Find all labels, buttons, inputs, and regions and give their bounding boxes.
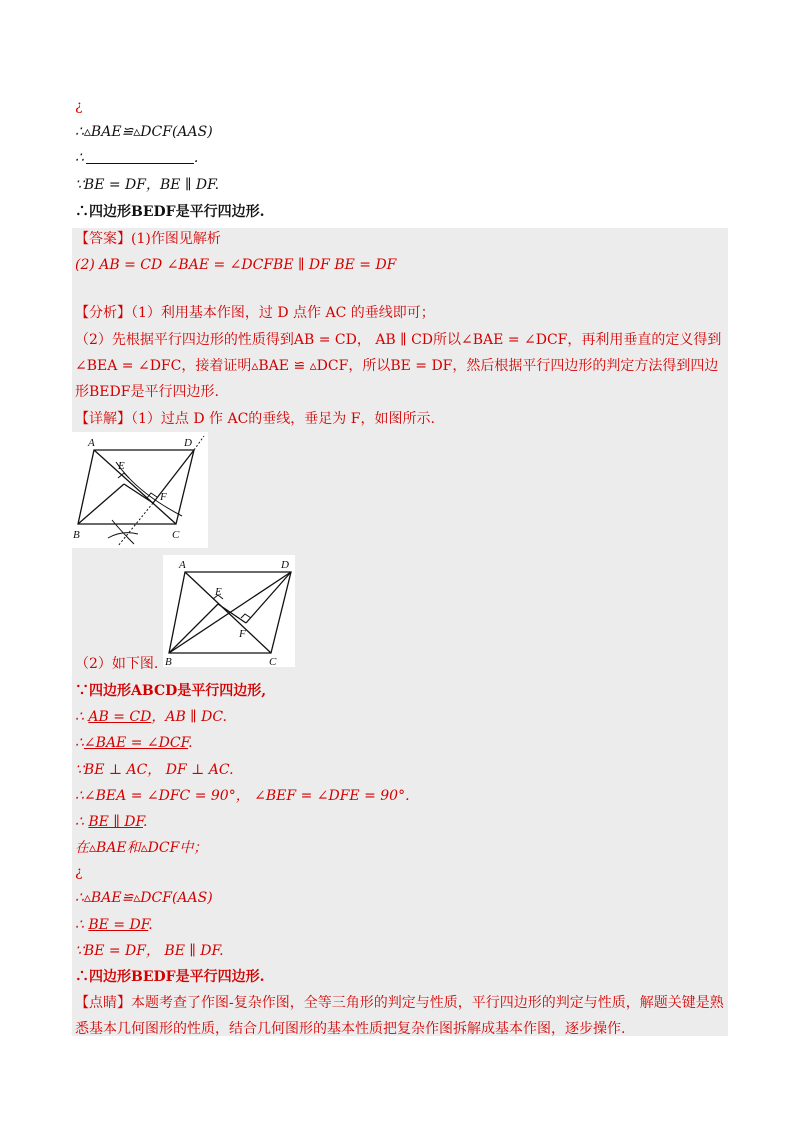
part2-line-6-underlined: BE ∥ DF xyxy=(88,814,143,830)
part2-line-10-prefix: ∴ xyxy=(75,917,89,933)
top-line-2-suffix: . xyxy=(193,150,199,166)
fig1-label-d: D xyxy=(184,437,192,449)
part2-line-5: ∴∠BEA = ∠DFC = 90°， ∠BEF = ∠DFE = 90°. xyxy=(75,788,410,804)
analysis-line-3: ∠BEA = ∠DFC，接着证明▵BAE ≌ ▵DCF，所以BE = DF，然后根据平行四边形的判定方法得到四边 xyxy=(75,358,719,374)
fig1-label-e: E xyxy=(118,460,125,472)
parallelogram-figure xyxy=(163,555,295,667)
top-line-2 xyxy=(75,148,198,168)
fig1-label-b: B xyxy=(73,529,80,541)
top-line-4: ∴四边形BEDF是平行四边形. xyxy=(75,204,265,220)
part2-line-6-suffix: . xyxy=(143,814,148,830)
answer-line-2: (2) AB = CD ∠BAE = ∠DCFBE ∥ DF BE = DF xyxy=(75,257,397,273)
part2-line-8: ¿ xyxy=(75,864,83,880)
part2-line-0: （2）如下图. xyxy=(75,656,159,672)
fig2-label-c: C xyxy=(269,656,277,667)
part2-line-2-underlined: AB = CD xyxy=(88,709,152,725)
top-line-0: ¿ xyxy=(75,98,83,114)
fig2-label-a: A xyxy=(179,559,186,571)
part2-line-3-underlined: ∠BAE = ∠DCF xyxy=(83,735,189,751)
detail-line-1: 【详解】（1）过点 D 作 AC的垂线，垂足为 F，如图所示. xyxy=(75,411,435,427)
part2-line-6-prefix: ∴ xyxy=(75,814,89,830)
construction-figure xyxy=(72,432,208,548)
fig1-label-c: C xyxy=(172,529,180,541)
part2-line-7: 在▵BAE和▵DCF中； xyxy=(75,840,208,856)
analysis-line-4: 形BEDF是平行四边形. xyxy=(75,384,219,400)
top-line-2-prefix: ∴ xyxy=(75,150,84,166)
part2-line-6 xyxy=(75,812,147,832)
part2-line-10-suffix: . xyxy=(148,917,153,933)
fig2-label-e: E xyxy=(215,586,222,598)
fig2-label-f: F xyxy=(239,628,246,640)
comment-line-1: 【点睛】本题考查了作图-复杂作图，全等三角形的判定与性质，平行四边形的判定与性质，解题关键是熟 xyxy=(75,995,724,1011)
part2-line-12: ∴四边形BEDF是平行四边形. xyxy=(75,969,265,985)
part2-line-3 xyxy=(75,733,193,753)
fig2-label-b: B xyxy=(165,656,172,667)
comment-line-2: 悉基本几何图形的性质，结合几何图形的基本性质把复杂作图拆解成基本作图，逐步操作. xyxy=(75,1021,626,1037)
top-line-3: ∵BE = DF，BE ∥ DF. xyxy=(75,177,220,193)
part2-line-2-prefix: ∴ xyxy=(75,709,89,725)
analysis-line-2: （2）先根据平行四边形的性质得到AB = CD， AB ∥ CD所以∠BAE = ∠DCF，再利用垂直的定义得到 xyxy=(75,332,722,348)
fig1-label-f: F xyxy=(160,491,167,503)
fig2-label-d: D xyxy=(281,559,289,571)
parallelogram-figure-svg xyxy=(163,555,295,667)
part2-line-1: ∵四边形ABCD是平行四边形, xyxy=(75,683,267,699)
fig1-label-a: A xyxy=(88,437,95,449)
part2-line-10-underlined: BE = DF xyxy=(88,917,149,933)
answer-line-1: 【答案】(1)作图见解析 xyxy=(75,231,221,247)
analysis-line-1: 【分析】（1）利用基本作图，过 D 点作 AC 的垂线即可； xyxy=(75,305,435,321)
part2-line-10 xyxy=(75,915,153,935)
part2-line-3-prefix: ∴ xyxy=(75,735,84,751)
construction-figure-svg xyxy=(72,432,208,548)
part2-line-2 xyxy=(75,707,227,727)
answer-blank xyxy=(86,149,194,164)
part2-line-4: ∵BE ⊥ AC， DF ⊥ AC. xyxy=(75,762,234,778)
part2-line-2-suffix: ，AB ∥ DC. xyxy=(151,709,227,725)
part2-line-11: ∵BE = DF， BE ∥ DF. xyxy=(75,943,224,959)
part2-line-9: ∴▵BAE≌▵DCF(AAS) xyxy=(75,890,213,906)
top-line-1: ∴▵BAE≌▵DCF(AAS) xyxy=(75,124,213,140)
part2-line-3-suffix: . xyxy=(188,735,193,751)
